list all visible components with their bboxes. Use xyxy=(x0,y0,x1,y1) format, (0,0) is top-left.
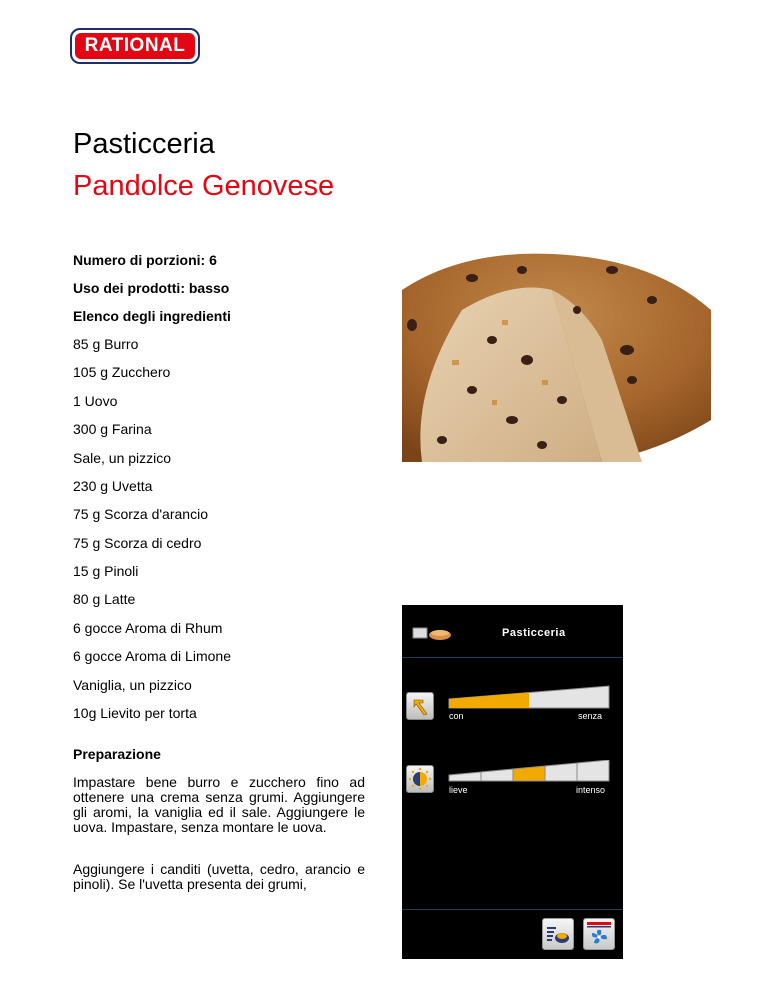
ingredient-item: 10g Lievito per torta xyxy=(73,705,197,721)
category-title: Pasticceria xyxy=(73,128,215,160)
oven-control-panel xyxy=(402,605,623,959)
ingredient-item: 6 gocce Aroma di Rhum xyxy=(73,620,223,636)
ingredient-item: 230 g Uvetta xyxy=(73,478,153,494)
ingredient-item: 6 gocce Aroma di Limone xyxy=(73,648,231,664)
panel-title: Pasticceria xyxy=(502,627,566,639)
ingredient-item: Sale, un pizzico xyxy=(73,450,172,466)
slider-label-min: lieve xyxy=(449,785,468,795)
ingredient-item: 15 g Pinoli xyxy=(73,563,139,579)
portions-line: Numero di porzioni: 6 xyxy=(73,252,217,268)
ingredients-heading: Elenco degli ingredienti xyxy=(73,308,231,324)
intensity-segment[interactable] xyxy=(577,760,609,781)
ingredient-item: 1 Uovo xyxy=(73,393,118,409)
intensity-segment[interactable] xyxy=(545,763,577,781)
preparation-paragraph: Aggiungere i canditi (uvetta, cedro, arancio e pinoli). Se l'uvetta presenta dei grumi, xyxy=(73,861,365,892)
level-slider[interactable] xyxy=(448,685,610,709)
panel-divider xyxy=(402,657,623,658)
logo-text: RATIONAL xyxy=(75,33,195,59)
humidity-cooking-button[interactable] xyxy=(542,918,574,950)
intensity-segment[interactable] xyxy=(481,769,513,781)
intensity-slider[interactable] xyxy=(448,760,610,782)
intensity-segment[interactable] xyxy=(449,772,481,781)
usage-line: Uso dei prodotti: basso xyxy=(73,280,230,296)
slider-label-min: con xyxy=(449,711,464,721)
ingredient-item: Vaniglia, un pizzico xyxy=(73,677,192,693)
panel-divider xyxy=(402,909,623,910)
ingredient-item: 80 g Latte xyxy=(73,591,136,607)
preparation-heading: Preparazione xyxy=(73,746,161,762)
browning-icon[interactable] xyxy=(406,692,434,720)
intensity-segment[interactable] xyxy=(513,766,545,781)
pastry-icon xyxy=(412,625,452,641)
pandolce-photo xyxy=(402,250,711,462)
rational-logo xyxy=(70,28,200,64)
day-night-icon[interactable] xyxy=(406,765,434,793)
fan-button[interactable] xyxy=(583,918,615,950)
slider-label-max: intenso xyxy=(576,785,606,795)
recipe-title: Pandolce Genovese xyxy=(73,170,335,202)
ingredient-item: 75 g Scorza d'arancio xyxy=(73,506,208,522)
ingredient-item: 85 g Burro xyxy=(73,336,139,352)
ingredient-item: 300 g Farina xyxy=(73,421,152,437)
ingredient-item: 105 g Zucchero xyxy=(73,364,171,380)
slider-label-max: senza xyxy=(578,711,603,721)
ingredient-item: 75 g Scorza di cedro xyxy=(73,535,202,551)
preparation-paragraph: Impastare bene burro e zucchero fino ad ottenere una crema senza grumi. Aggiungere gli aromi, la vaniglia ed il sale. Aggiungere le uova. Impastare, senza montare le uova. xyxy=(73,774,365,835)
